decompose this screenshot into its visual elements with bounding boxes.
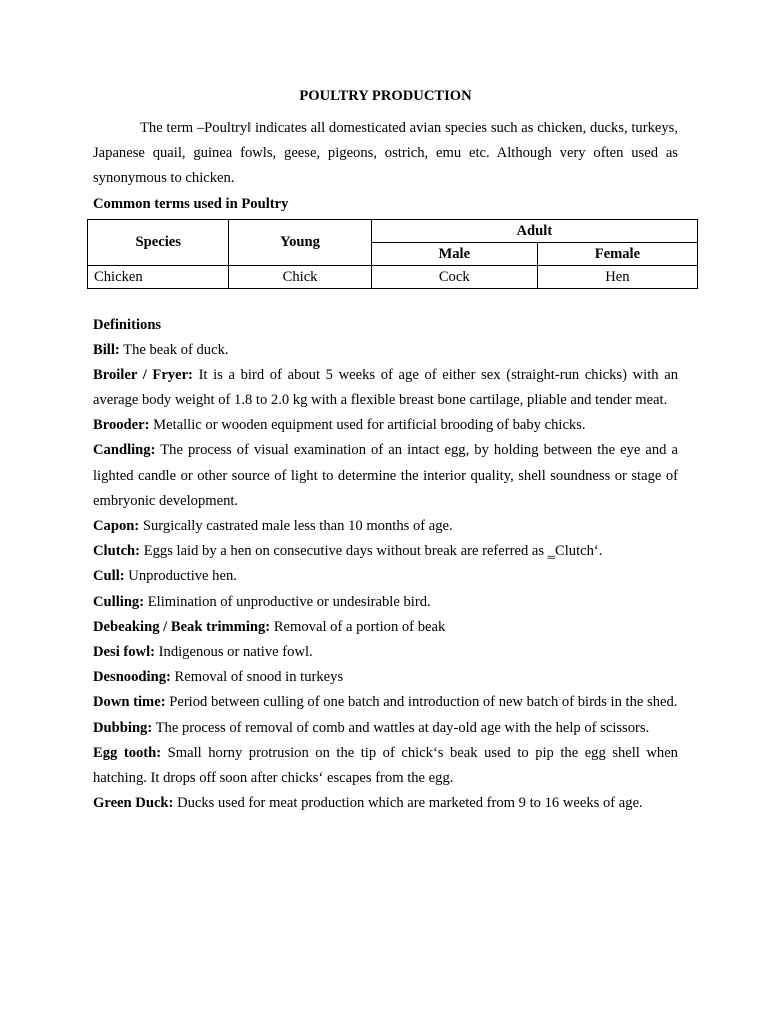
definition-item [93, 615, 678, 640]
definition-item [93, 338, 678, 363]
header-female: Female [537, 242, 697, 265]
common-terms-table [87, 219, 698, 289]
definition-item [93, 791, 678, 816]
definition-text: The process of removal of comb and wattles at day-old age with the help of scissors. [155, 719, 650, 736]
common-terms-heading: Common terms used in Poultry [93, 195, 289, 212]
definition-item [93, 438, 678, 514]
table-header-row [88, 219, 698, 242]
cell-young: Chick [229, 265, 371, 288]
definitions-list [93, 338, 678, 817]
definition-item [93, 716, 678, 741]
header-young: Young [229, 219, 371, 265]
definition-item [93, 539, 678, 564]
definition-item [93, 741, 678, 791]
definition-text: Metallic or wooden equipment used for artificial brooding of baby chicks. [153, 417, 586, 434]
header-adult: Adult [371, 219, 697, 242]
cell-female: Hen [537, 265, 697, 288]
definition-item [93, 564, 678, 589]
definition-text: Eggs laid by a hen on consecutive days without break are referred as ‗Clutch‘. [143, 543, 603, 560]
definition-text: Unproductive hen. [128, 568, 237, 585]
definition-term: Culling: [93, 593, 145, 610]
definition-text: Removal of snood in turkeys [174, 669, 344, 686]
definition-term: Desnooding: [93, 669, 171, 686]
definition-item [93, 640, 678, 665]
definition-term: Down time: [93, 694, 166, 711]
definition-term: Egg tooth: [93, 744, 162, 761]
definition-text: Ducks used for meat production which are marketed from 9 to 16 weeks of age. [177, 795, 643, 812]
definition-term: Brooder: [93, 417, 150, 434]
table-row [88, 265, 698, 288]
definition-term: Dubbing: [93, 719, 153, 736]
definition-term: Clutch: [93, 543, 141, 560]
definitions-heading: Definitions [93, 316, 162, 333]
definition-text: Period between culling of one batch and introduction of new batch of birds in the shed. [169, 694, 678, 711]
page-title: POULTRY PRODUCTION [299, 88, 472, 104]
definition-term: Green Duck: [93, 795, 174, 812]
cell-species: Chicken [88, 265, 229, 288]
definition-text: Elimination of unproductive or undesirable bird. [147, 593, 431, 610]
definition-term: Broiler / Fryer: [93, 366, 193, 383]
definition-item [93, 514, 678, 539]
definition-text: Surgically castrated male less than 10 months of age. [142, 518, 453, 535]
definition-term: Cull: [93, 568, 125, 585]
definition-text: Small horny protrusion on the tip of chick‘s beak used to pip the egg shell when hatching. It drops off soon after chicks‘ escapes from the egg. [93, 744, 678, 787]
definition-term: Desi fowl: [93, 644, 156, 661]
definition-text: The process of visual examination of an intact egg, by holding between the eye and a lighted candle or other source of light to determine the interior quality, shell soundness or stage of embryonic development. [93, 442, 678, 509]
definition-item [93, 665, 678, 690]
intro-paragraph: The term –Poultry‖ indicates all domesticated avian species such as chicken, ducks, turkeys, Japanese quail, guinea fowls, geese, pigeons, ostrich, emu etc. Although very often used as synonymous to chicken. [93, 120, 678, 187]
definition-text: It is a bird of about 5 weeks of age of either sex (straight-run chicks) with an average body weight of 1.8 to 2.0 kg with a flexible breast bone cartilage, pliable and tender meat. [93, 366, 678, 409]
header-male: Male [371, 242, 537, 265]
definition-term: Candling: [93, 442, 156, 459]
cell-male: Cock [371, 265, 537, 288]
definition-text: Removal of a portion of beak [273, 618, 446, 635]
definition-item [93, 590, 678, 615]
header-species: Species [88, 219, 229, 265]
definition-term: Capon: [93, 518, 140, 535]
definition-text: Indigenous or native fowl. [158, 644, 313, 661]
definition-term: Debeaking / Beak trimming: [93, 618, 271, 635]
definition-term: Bill: [93, 341, 120, 358]
definition-item [93, 690, 678, 715]
definition-text: The beak of duck. [123, 341, 229, 358]
definition-item [93, 413, 678, 438]
definition-item [93, 363, 678, 413]
